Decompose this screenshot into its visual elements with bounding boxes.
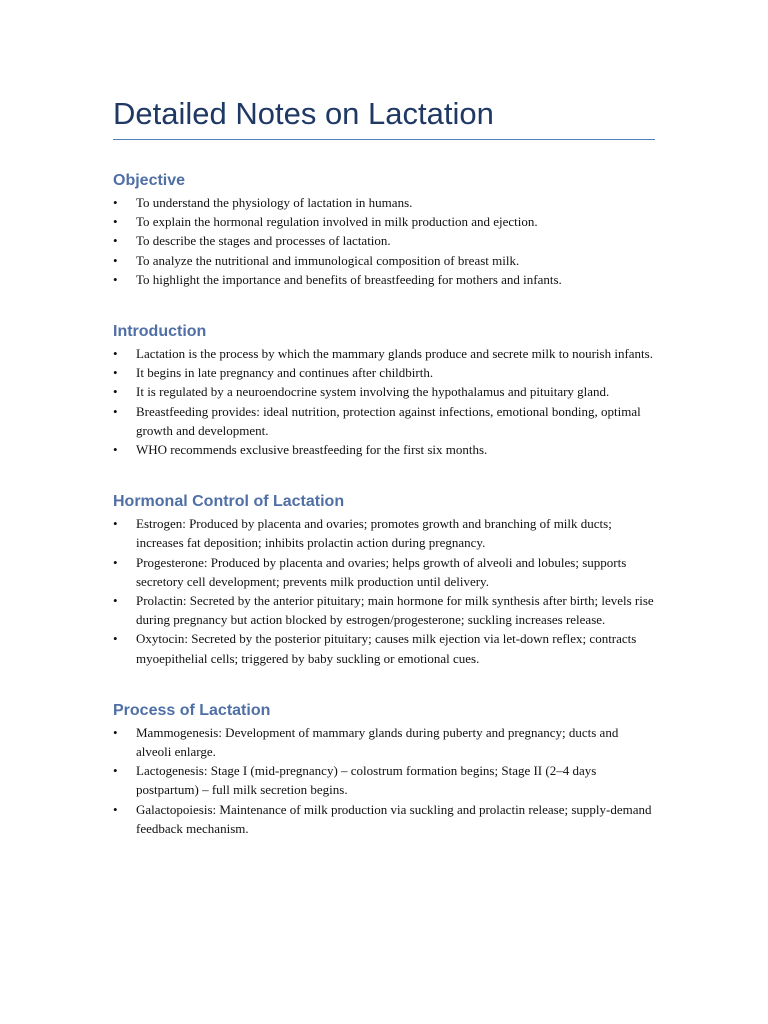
list-item xyxy=(113,251,655,270)
list-item-text: It begins in late pregnancy and continues after childbirth. xyxy=(136,365,434,381)
bullet-icon: • xyxy=(113,593,118,609)
bullet-icon: • xyxy=(113,195,118,210)
list-item-text: Progesterone: Produced by placenta and ovaries; helps growth of alveoli and lobules; supports secretory cell development; prevents milk production until delivery. xyxy=(136,554,627,589)
document-page xyxy=(113,95,655,838)
bullet-icon: • xyxy=(113,252,118,268)
list-item xyxy=(113,363,655,382)
bullet-icon: • xyxy=(113,403,118,419)
list-item-text: To analyze the nutritional and immunological composition of breast milk. xyxy=(136,252,520,268)
list-item-text: To highlight the importance and benefits of breastfeeding for mothers and infants. xyxy=(136,271,562,287)
list-item-text: Mammogenesis: Development of mammary glands during puberty and pregnancy; ducts and alveoli enlarge. xyxy=(136,724,619,760)
list-item-text: To understand the physiology of lactation in humans. xyxy=(136,195,413,210)
list-item xyxy=(113,514,655,552)
list-item-text: Lactogenesis: Stage I (mid-pregnancy) – colostrum formation begins; Stage II (2–4 days postpartum) – full milk secretion begins. xyxy=(136,763,597,798)
bullet-icon: • xyxy=(113,442,118,458)
list-item-text: To explain the hormonal regulation involved in milk production and ejection. xyxy=(136,214,538,230)
list-item xyxy=(113,591,655,629)
bullet-icon: • xyxy=(113,214,118,230)
bullet-icon: • xyxy=(113,346,118,362)
bullet-icon: • xyxy=(113,516,118,532)
list-item xyxy=(113,800,655,838)
list-item-text: Prolactin: Secreted by the anterior pituitary; main hormone for milk synthesis after birth; levels rise during pregnancy but action blocked by estrogen/progesterone; suckling increases release. xyxy=(136,593,654,628)
section-process xyxy=(113,701,655,838)
list-item xyxy=(113,193,655,212)
list-item-text: Estrogen: Produced by placenta and ovaries; promotes growth and branching of milk ducts; increases fat deposition; inhibits prolactin action during pregnancy. xyxy=(136,516,612,551)
bullet-icon: • xyxy=(113,554,118,570)
list-item xyxy=(113,553,655,591)
list-item xyxy=(113,212,655,231)
list-item xyxy=(113,270,655,289)
list-item xyxy=(113,440,655,459)
section-heading: Process of Lactation xyxy=(113,701,271,719)
document-title: Detailed Notes on Lactation xyxy=(113,95,655,140)
list-item-text: To describe the stages and processes of lactation. xyxy=(136,233,391,249)
section-heading: Objective xyxy=(113,172,186,189)
bullet-icon: • xyxy=(113,801,118,817)
list-item xyxy=(113,761,655,799)
list-item xyxy=(113,344,655,363)
section-introduction xyxy=(113,322,655,459)
list-item xyxy=(113,629,655,667)
list-item-text: Breastfeeding provides: ideal nutrition, protection against infections, emotional bonding, optimal growth and development. xyxy=(136,403,641,438)
bullet-icon: • xyxy=(113,763,118,779)
bullet-list xyxy=(113,193,655,289)
list-item-text: WHO recommends exclusive breastfeeding for the first six months. xyxy=(136,442,488,458)
section-heading: Introduction xyxy=(113,323,207,341)
list-item-text: It is regulated by a neuroendocrine system involving the hypothalamus and pituitary gland. xyxy=(136,384,610,400)
bullet-icon: • xyxy=(113,631,118,647)
list-item xyxy=(113,402,655,440)
bullet-icon: • xyxy=(113,233,118,249)
list-item xyxy=(113,231,655,250)
section-objective xyxy=(113,171,655,289)
bullet-icon: • xyxy=(113,271,118,287)
bullet-list xyxy=(113,344,655,459)
bullet-list xyxy=(113,514,655,668)
bullet-icon: • xyxy=(113,724,118,740)
bullet-icon: • xyxy=(113,384,118,400)
list-item-text: Lactation is the process by which the mammary glands produce and secrete milk to nourish infants. xyxy=(136,346,653,362)
list-item-text: Galactopoiesis: Maintenance of milk production via suckling and prolactin release; supply-demand feedback mechanism. xyxy=(136,801,652,836)
section-hormonal-control xyxy=(113,492,655,668)
list-item-text: Oxytocin: Secreted by the posterior pituitary; causes milk ejection via let-down reflex; contracts myoepithelial cells; triggered by baby suckling or emotional cues. xyxy=(136,631,637,666)
list-item xyxy=(113,723,655,761)
bullet-list xyxy=(113,723,655,838)
bullet-icon: • xyxy=(113,365,118,381)
section-heading: Hormonal Control of Lactation xyxy=(113,493,345,511)
list-item xyxy=(113,382,655,401)
